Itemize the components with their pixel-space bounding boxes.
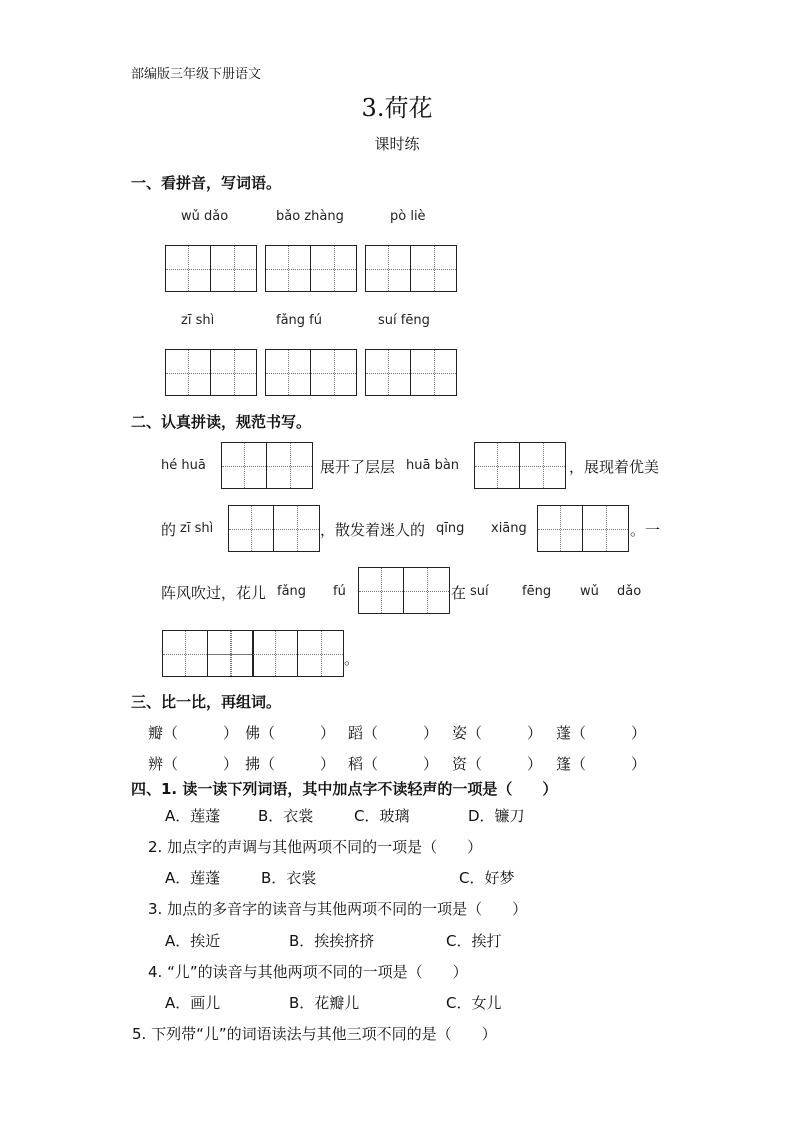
section-2-heading: 二、认真拼读，规范书写。 xyxy=(131,413,312,431)
passage-text: 阵风吹过，花儿 xyxy=(161,584,267,602)
answer-option[interactable]: A．挨近 xyxy=(165,932,221,950)
word-group-item[interactable]: 佛（ ） xyxy=(245,724,336,742)
word-group-item[interactable]: 辨（ ） xyxy=(148,755,239,773)
pinyin-label: pò liè xyxy=(390,209,426,224)
lesson-title: 3.荷花 xyxy=(361,94,433,122)
passage-text: ，展现着优美 xyxy=(569,458,660,476)
pinyin-label: dǎo xyxy=(617,584,642,599)
word-group-item[interactable]: 瓣（ ） xyxy=(148,724,239,742)
pinyin-label: qīng xyxy=(436,521,465,536)
writing-grid[interactable] xyxy=(207,630,344,677)
answer-option[interactable]: A．画儿 xyxy=(165,994,221,1012)
word-group-item[interactable]: 篷（ ） xyxy=(556,755,647,773)
word-group-item[interactable]: 拂（ ） xyxy=(245,755,336,773)
passage-text: 在 xyxy=(451,584,467,602)
pinyin-label: suí fēng xyxy=(378,313,430,328)
question-1: 四、1. 读一读下列词语，其中加点字不读轻声的一项是（ ） xyxy=(131,780,558,798)
pinyin-label: wǔ dǎo xyxy=(181,209,229,224)
pinyin-label: bǎo zhàng xyxy=(276,209,344,224)
pinyin-label: wǔ xyxy=(580,584,599,599)
section-1-heading: 一、看拼音，写词语。 xyxy=(131,174,282,192)
pinyin-label: fǎng xyxy=(277,584,307,599)
answer-option[interactable]: C．挨打 xyxy=(446,932,502,950)
pinyin-label: fú xyxy=(333,584,346,599)
passage-text: 的 xyxy=(161,521,177,539)
answer-option[interactable]: D．镰刀 xyxy=(468,807,525,825)
writing-grid[interactable] xyxy=(537,505,629,552)
word-group-item[interactable]: 稻（ ） xyxy=(348,755,439,773)
word-group-item[interactable]: 蹈（ ） xyxy=(348,724,439,742)
question-2: 2. 加点字的声调与其他两项不同的一项是（ ） xyxy=(148,838,483,856)
writing-grid[interactable] xyxy=(474,442,566,489)
question-4: 4. “儿”的读音与其他两项不同的一项是（ ） xyxy=(148,963,468,981)
answer-option[interactable]: B．衣裳 xyxy=(261,869,317,887)
answer-option[interactable]: B．挨挨挤挤 xyxy=(289,932,375,950)
answer-option[interactable]: A．莲蓬 xyxy=(165,807,221,825)
section-3-heading: 三、比一比，再组词。 xyxy=(131,693,282,711)
passage-text: 。 xyxy=(344,650,360,668)
passage-text: 。一 xyxy=(630,521,661,539)
answer-option[interactable]: B．衣裳 xyxy=(258,807,314,825)
pinyin-label: suí xyxy=(470,584,489,599)
writing-grid[interactable] xyxy=(221,442,313,489)
pinyin-label: xiāng xyxy=(491,521,527,536)
writing-grid[interactable] xyxy=(265,245,357,292)
question-5: 5. 下列带“儿”的词语读法与其他三项不同的是（ ） xyxy=(132,1025,497,1043)
writing-grid[interactable] xyxy=(358,567,450,614)
pinyin-label: zī shì xyxy=(181,313,215,328)
passage-text: ，散发着迷人的 xyxy=(320,521,426,539)
pinyin-label: huā bàn xyxy=(406,458,460,473)
writing-grid[interactable] xyxy=(265,349,357,396)
pinyin-label: hé huā xyxy=(161,458,206,473)
document-header: 部编版三年级下册语文 xyxy=(131,67,262,82)
passage-text: 展开了层层 xyxy=(320,458,396,476)
answer-option[interactable]: A．莲蓬 xyxy=(165,869,221,887)
word-group-item[interactable]: 姿（ ） xyxy=(452,724,543,742)
writing-grid[interactable] xyxy=(365,245,457,292)
answer-option[interactable]: C．好梦 xyxy=(459,869,515,887)
lesson-subtitle: 课时练 xyxy=(374,135,420,153)
writing-grid[interactable] xyxy=(165,245,257,292)
word-group-item[interactable]: 资（ ） xyxy=(452,755,543,773)
writing-grid[interactable] xyxy=(365,349,457,396)
writing-grid[interactable] xyxy=(165,349,257,396)
pinyin-label: fēng xyxy=(522,584,552,599)
word-group-item[interactable]: 蓬（ ） xyxy=(556,724,647,742)
pinyin-label: fǎng fú xyxy=(276,313,322,328)
answer-option[interactable]: B．花瓣儿 xyxy=(289,994,360,1012)
answer-option[interactable]: C．女儿 xyxy=(446,994,502,1012)
pinyin-label: zī shì xyxy=(180,521,214,536)
answer-option[interactable]: C．玻璃 xyxy=(354,807,410,825)
question-3: 3. 加点的多音字的读音与其他两项不同的一项是（ ） xyxy=(148,900,528,918)
writing-grid[interactable] xyxy=(228,505,320,552)
